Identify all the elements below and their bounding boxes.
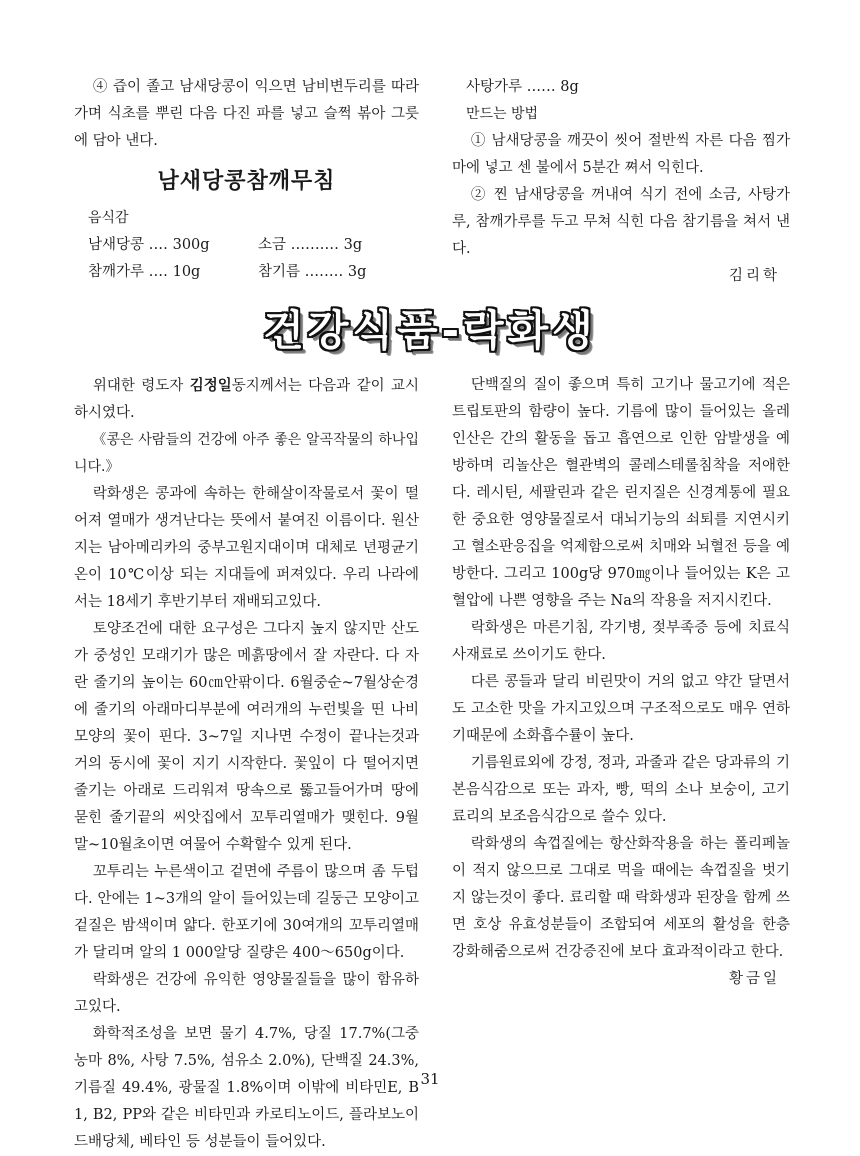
article-paragraph: 단백질의 질이 좋으며 특히 고기나 물고기에 적은 트립토판의 함량이 높다. 기름에 많이 들어있는 올레인산은 간의 활동을 돕고 흡연으로 인한 암발생을 예방하며 리놀산은 혈관벽의 콜레스테롤침착을 저애한다. 레시틴, 세팔린과 같은 린지질은 신경계통에 필요한 중요한 영양물질로서 대뇌기능의 쇠퇴를 지연시키고 혈소판응집을 억제함으로써 치매와 뇌혈전 등을 예방한다. 그리고 100g당 970㎎이나 들어있는 K은 고혈압에 나쁜 영향을 주는 Na의 작용을 저지시킨다. — [452, 377, 790, 609]
leader-name: 김정일 — [189, 377, 232, 394]
article-paragraph — [74, 372, 419, 427]
text-span: 동지께서는 다음과 같이 교시하시였다. — [74, 378, 419, 421]
method-label: 만드는 방법 — [466, 106, 539, 122]
article-right-column — [452, 372, 790, 993]
recipe-author: 김리학 — [728, 268, 780, 284]
ingredient-name: 참기름 ‥‥‥‥ 3g — [258, 264, 367, 280]
article-paragraph: 락화생은 콩과에 속하는 한해살이작물로서 꽃이 떨어져 열매가 생겨난다는 뜻에서 붙여진 이름이다. 원산지는 남아메리카의 중부고원지대이며 대체로 년평균기온이 10℃이상 되는 지대들에 퍼져있다. 우리 나라에서는 18세기 후반기부터 재배되고있다. — [74, 486, 419, 610]
recipe-title: 남새당콩참깨무침 — [157, 168, 336, 194]
article-title: 건강식품-락화생 — [263, 306, 597, 355]
ingredient-name: 참깨가루 ‥‥ 10g — [88, 264, 201, 280]
article-paragraph: 꼬투리는 누른색이고 겉면에 주름이 많으며 좀 두텁다. 안에는 1~3개의 알이 들어있는데 길둥근 모양이고 겉질은 밤색이며 얇다. 한포기에 30여개의 꼬투리열매가 달리며 알의 1 000알당 질량은 400～650g이다. — [74, 864, 419, 961]
article-author: 황금일 — [728, 971, 780, 987]
article-paragraph: 락화생은 건강에 유익한 영양물질들을 많이 함유하고있다. — [74, 972, 419, 1015]
article-paragraph: 기름원료외에 강정, 정과, 과줄과 같은 당과류의 기본음식감으로 또는 과자, 빵, 떡의 소나 보숭이, 고기료리의 보조음식감으로 쓸수 있다. — [452, 755, 790, 825]
ingredient-name: 소금 ‥‥‥‥‥ 3g — [258, 237, 363, 253]
recipe-step-4: ④ 즙이 졸고 남새당콩이 익으면 남비변두리를 따라가며 식초를 뿌린 다음 다진 파를 넣고 슬쩍 볶아 그릇에 담아 낸다. — [74, 79, 419, 149]
recipe-right-column — [452, 74, 790, 290]
quote: 《콩은 사람들의 건강에 아주 좋은 알곡작물의 하나입니다.》 — [74, 432, 419, 475]
article-paragraph: 화학적조성을 보면 물기 4.7%, 당질 17.7%(그중 농마 8%, 사탕 7.5%, 섬유소 2.0%), 단백질 24.3%, 기름질 49.4%, 광물질 1.8%이며 이밖에 비타민E, B1, B2, PP와 같은 비타민과 카로티노이드, 플라보노이드배당체, 베타인 등 성분들이 들어있다. — [74, 1026, 419, 1150]
page-number: 31 — [420, 1070, 440, 1088]
ingredient-row-2 — [74, 259, 419, 286]
article-paragraph: 락화생은 마른기침, 각기병, 젖부족증 등에 치료식사재료로 쓰이기도 한다. — [452, 620, 790, 663]
recipe-left-column — [74, 74, 419, 286]
ingredient-row-1 — [74, 232, 419, 259]
ingredient-sugar: 사탕가루 ‥‥‥ 8g — [466, 79, 579, 95]
ingredient-name: 남새당콩 ‥‥ 300g — [88, 237, 210, 253]
article-paragraph: 락화생의 속껍질에는 항산화작용을 하는 폴리페놀이 적지 않으므로 그대로 먹을 때에는 속껍질을 벗기지 않는것이 좋다. 료리할 때 락화생과 된장을 함께 쓰면 호상 유효성분들이 조합되여 세포의 활성을 한층 강화해줌으로써 건강증진에 보다 효과적이라고 한다. — [452, 836, 790, 960]
method-step-1: ① 남새당콩을 깨끗이 씻어 절반씩 자른 다음 찜가마에 넣고 센 불에서 5분간 쪄서 익힌다. — [452, 133, 790, 176]
article-paragraph: 다른 콩들과 달리 비린맛이 거의 없고 약간 달면서도 고소한 맛을 가지고있으며 구조적으로도 매우 연하기때문에 소화흡수률이 높다. — [452, 674, 790, 744]
article-title-wrap — [0, 298, 860, 358]
method-step-2: ② 찐 남새당콩을 꺼내여 식기 전에 소금, 사탕가루, 참깨가루를 두고 무쳐 식힌 다음 참기름을 쳐서 낸다. — [452, 187, 790, 257]
text-span: 위대한 령도자 — [92, 378, 190, 394]
ingredients-label: 음식감 — [88, 210, 129, 226]
article-paragraph: 토양조건에 대한 요구성은 그다지 높지 않지만 산도가 중성인 모래기가 많은 메흙땅에서 잘 자란다. 다 자란 줄기의 높이는 60㎝안팎이다. 6월중순~7월상순경에 줄기의 아래마디부분에 여러개의 누런빛을 띤 나비모양의 꽃이 핀다. 3~7일 지나면 수정이 끝나는것과 거의 동시에 꽃이 지기 시작한다. 꽃잎이 다 떨어지면 줄기는 아래로 드리워져 땅속으로 뚫고들어가며 땅에 묻힌 줄기끝의 씨앗집에서 꼬투리열매가 맺힌다. 9월말~10월초이면 여물어 수확할수 있게 된다. — [74, 621, 419, 853]
article-left-column — [74, 372, 419, 1156]
